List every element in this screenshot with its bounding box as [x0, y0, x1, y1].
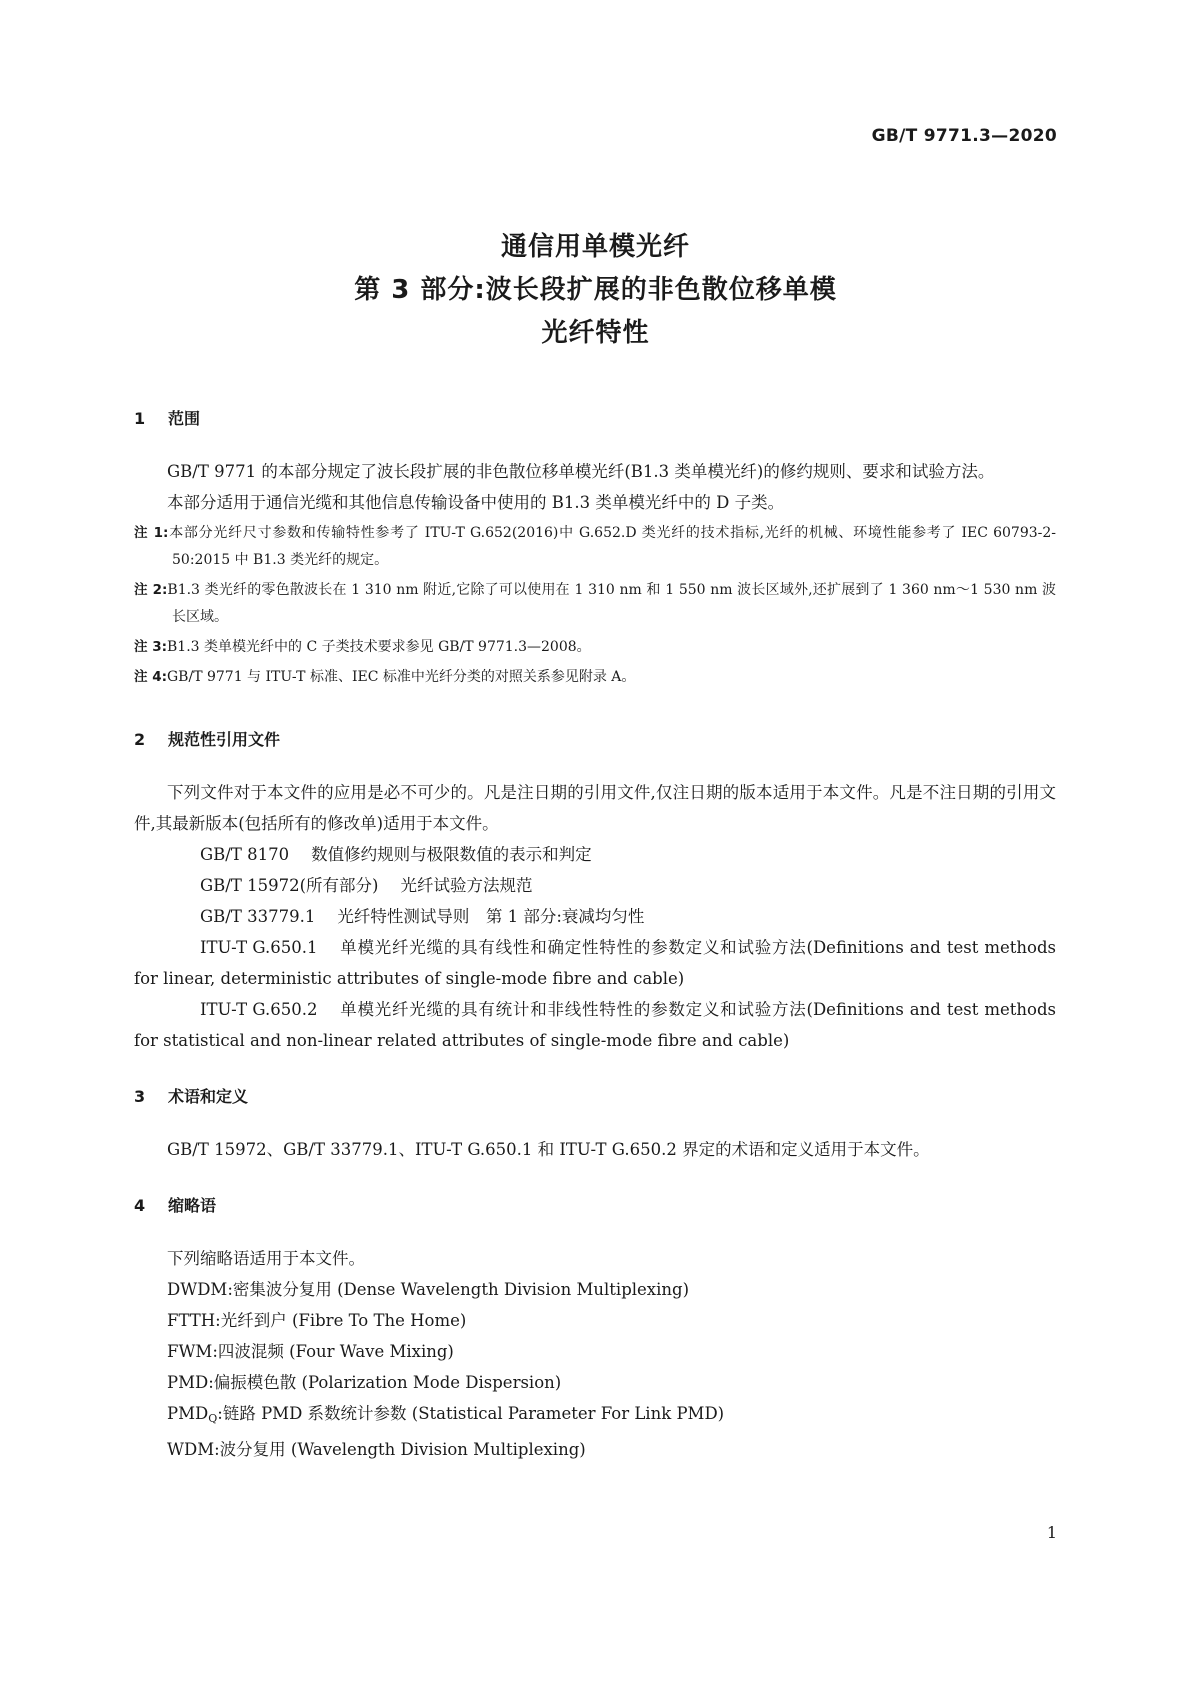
terms-paragraph: GB/T 15972、GB/T 33779.1、ITU-T G.650.1 和 ITU-T G.650.2 界定的术语和定义适用于本文件。	[167, 1140, 930, 1159]
document-title	[0, 226, 1191, 355]
reference-code: GB/T 33779.1	[200, 907, 316, 926]
section-3-heading	[134, 1086, 1056, 1108]
section-number: 3	[134, 1087, 146, 1106]
abbr-desc: :密集波分复用 (Dense Wavelength Division Multiplexing)	[227, 1280, 690, 1299]
reference-desc: 单模光纤光缆的具有线性和确定性特性的参数定义和试验方法(Definitions and test methods for linear, deterministic attributes of single-mode fibre and cable)	[134, 938, 1056, 988]
reference-item	[134, 839, 1056, 870]
abbreviations-intro: 下列缩略语适用于本文件。	[167, 1249, 365, 1268]
abbreviation-item	[134, 1434, 1056, 1465]
abbr-desc: :波分复用 (Wavelength Division Multiplexing)	[214, 1440, 586, 1459]
note-1	[134, 520, 1056, 574]
reference-desc: 数值修约规则与极限数值的表示和判定	[311, 845, 592, 864]
reference-code: GB/T 15972(所有部分)	[200, 876, 379, 895]
abbr-desc: :偏振模色散 (Polarization Mode Dispersion)	[208, 1373, 562, 1392]
reference-code: GB/T 8170	[200, 845, 290, 864]
section-title: 术语和定义	[168, 1087, 249, 1106]
section-1-heading	[134, 408, 1056, 430]
reference-code: ITU-T G.650.2	[200, 1000, 318, 1019]
section-title: 规范性引用文件	[168, 730, 281, 749]
abbr-desc: :光纤到户 (Fibre To The Home)	[215, 1311, 467, 1330]
abbr-term: FTTH	[167, 1311, 216, 1330]
note-label: 注 4:	[134, 669, 167, 685]
abbr-desc: :四波混频 (Four Wave Mixing)	[212, 1342, 454, 1361]
abbreviation-item	[134, 1274, 1056, 1305]
references-intro: 下列文件对于本文件的应用是必不可少的。凡是注日期的引用文件,仅注日期的版本适用于本文件。凡是不注日期的引用文件,其最新版本(包括所有的修改单)适用于本文件。	[134, 783, 1056, 833]
scope-paragraph-2: 本部分适用于通信光缆和其他信息传输设备中使用的 B1.3 类单模光纤中的 D 子类。	[167, 493, 785, 512]
note-text: GB/T 9771 与 ITU-T 标准、IEC 标准中光纤分类的对照关系参见附录 A。	[167, 669, 636, 685]
abbreviation-item	[134, 1398, 1056, 1434]
section-title: 范围	[168, 409, 201, 428]
note-2	[134, 577, 1056, 631]
reference-item	[134, 870, 1056, 901]
title-line-1: 通信用单模光纤	[500, 232, 690, 262]
section-4-heading	[134, 1195, 1056, 1217]
standard-number: GB/T 9771.3—2020	[871, 126, 1057, 146]
abbr-term: WDM	[167, 1440, 215, 1459]
section-2-heading	[134, 729, 1056, 751]
scope-paragraph-1: GB/T 9771 的本部分规定了波长段扩展的非色散位移单模光纤(B1.3 类单模光纤)的修约规则、要求和试验方法。	[167, 462, 995, 481]
abbr-term: FWM	[167, 1342, 213, 1361]
note-text: B1.3 类光纤的零色散波长在 1 310 nm 附近,它除了可以使用在 1 310 nm 和 1 550 nm 波长区域外,还扩展到了 1 360 nm～1 530 nm 波长区域。	[167, 582, 1056, 625]
reference-code: ITU-T G.650.1	[200, 938, 318, 957]
reference-item	[134, 932, 1056, 994]
reference-desc: 光纤试验方法规范	[400, 876, 533, 895]
abbr-term: PMD	[167, 1404, 209, 1423]
document-body	[134, 408, 1056, 1465]
reference-desc: 光纤特性测试导则 第 1 部分:衰减均匀性	[337, 907, 645, 926]
reference-item	[134, 994, 1056, 1056]
note-label: 注 1:	[134, 525, 169, 541]
abbr-term: DWDM	[167, 1280, 228, 1299]
note-text: 本部分光纤尺寸参数和传输特性参考了 ITU-T G.652(2016)中 G.652.D 类光纤的技术指标,光纤的机械、环境性能参考了 IEC 60793-2-50:2015 中 B1.3 类光纤的规定。	[168, 525, 1056, 568]
title-line-3: 光纤特性	[541, 318, 650, 348]
abbreviation-item	[134, 1367, 1056, 1398]
section-number: 2	[134, 730, 146, 749]
abbr-subscript: Q	[208, 1412, 218, 1425]
note-3	[134, 634, 1056, 661]
page-number: 1	[1046, 1523, 1057, 1542]
abbr-desc: :链路 PMD 系数统计参数 (Statistical Parameter For Link PMD)	[217, 1404, 725, 1423]
section-number: 4	[134, 1196, 146, 1215]
note-4	[134, 664, 1056, 691]
reference-desc: 单模光纤光缆的具有统计和非线性特性的参数定义和试验方法(Definitions and test methods for statistical and non-linear related attributes of single-mode fibre and cable)	[134, 1000, 1056, 1050]
section-title: 缩略语	[168, 1196, 217, 1215]
abbreviation-item	[134, 1336, 1056, 1367]
note-label: 注 3:	[134, 639, 167, 655]
note-text: B1.3 类单模光纤中的 C 子类技术要求参见 GB/T 9771.3—2008。	[167, 639, 591, 655]
note-label: 注 2:	[134, 582, 168, 598]
abbreviation-item	[134, 1305, 1056, 1336]
title-line-2: 第 3 部分:波长段扩展的非色散位移单模	[354, 275, 837, 305]
section-number: 1	[134, 409, 146, 428]
abbr-term: PMD	[167, 1373, 209, 1392]
reference-item	[134, 901, 1056, 932]
